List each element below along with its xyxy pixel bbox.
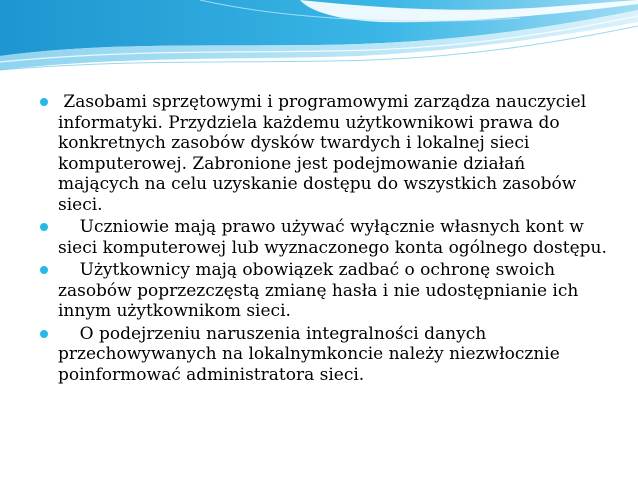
bullet-dot-icon [40, 223, 48, 231]
bullet-item [40, 92, 610, 215]
bullet-dot-icon [40, 330, 48, 338]
bullet-item [40, 324, 610, 386]
bullet-text: Uczniowie mają prawo używać wyłącznie własnych kont w sieci komputerowej lub wyznaczonego konta ogólnego dostępu. [58, 217, 607, 258]
bullet-text: Użytkownicy mają obowiązek zadbać o ochronę swoich zasobów poprzezczęstą zmianę hasła i nie udostępnianie ich innym użytkownikom sieci. [58, 260, 584, 321]
bullet-item [40, 217, 610, 258]
bullet-text: O podejrzeniu naruszenia integralności danych przechowywanych na lokalnymkoncie należy niezwłocznie poinformować administratora sieci. [58, 323, 566, 385]
bullet-list [40, 92, 610, 387]
header-wave-decoration [0, 0, 638, 80]
bullet-text: Zasobami sprzętowymi i programowymi zarządza nauczyciel informatyki. Przydziela każdemu użytkownikowi prawa do konkretnych zasobów dysków twardych i lokalnej sieci komputerowej. Zabronione jest podejmowanie działań mających na celu uzyskanie dostępu do wszystkich zasobów sieci. [58, 92, 592, 215]
bullet-dot-icon [40, 266, 48, 274]
bullet-item [40, 260, 610, 322]
bullet-dot-icon [40, 98, 48, 106]
